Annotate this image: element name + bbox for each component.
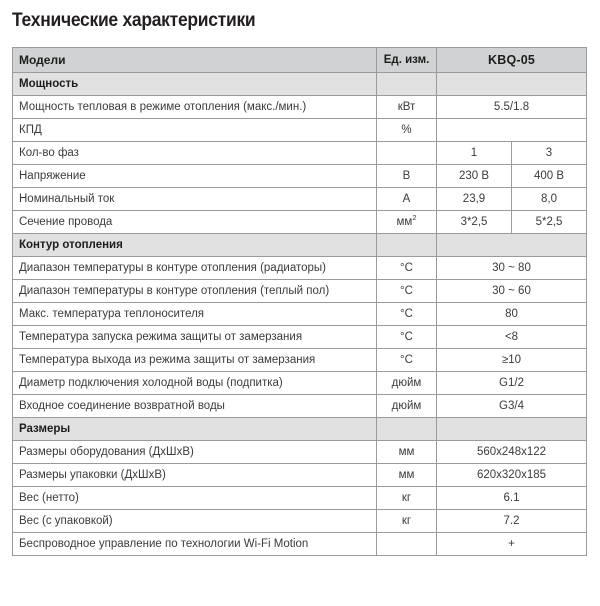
table-header-row (13, 48, 587, 73)
table-row (13, 349, 587, 372)
section-title: Мощность (13, 73, 377, 96)
table-row (13, 510, 587, 533)
row-description: Вес (с упаковкой) (13, 510, 377, 533)
spec-table-container (12, 47, 586, 556)
row-unit: мм (377, 464, 437, 487)
table-row (13, 211, 587, 234)
row-value-phase-3: 400 В (512, 165, 587, 188)
row-unit: °C (377, 257, 437, 280)
row-description: Диаметр подключения холодной воды (подпитка) (13, 372, 377, 395)
row-description: Сечение провода (13, 211, 377, 234)
row-value-phase-1: 3*2,5 (437, 211, 512, 234)
table-row (13, 395, 587, 418)
row-unit: дюйм (377, 372, 437, 395)
row-unit: °C (377, 326, 437, 349)
table-row (13, 441, 587, 464)
row-value-phase-3: 8,0 (512, 188, 587, 211)
row-value-phase-3: 5*2,5 (512, 211, 587, 234)
row-value-phase-1: 230 В (437, 165, 512, 188)
table-row (13, 188, 587, 211)
table-row (13, 533, 587, 556)
section-unit-cell (377, 73, 437, 96)
table-row (13, 280, 587, 303)
row-unit: В (377, 165, 437, 188)
section-unit-cell (377, 418, 437, 441)
section-value-cell (437, 73, 587, 96)
row-unit: А (377, 188, 437, 211)
table-row (13, 142, 587, 165)
row-value: 80 (437, 303, 587, 326)
row-value-phase-1: 1 (437, 142, 512, 165)
column-header-unit: Ед. изм. (377, 48, 437, 73)
table-row (13, 326, 587, 349)
row-description: Размеры упаковки (ДхШхВ) (13, 464, 377, 487)
row-value: 620x320x185 (437, 464, 587, 487)
row-unit: °C (377, 349, 437, 372)
table-body (13, 73, 587, 556)
section-unit-cell (377, 234, 437, 257)
column-header-models: Модели (13, 48, 377, 73)
row-unit: кг (377, 487, 437, 510)
row-description: Входное соединение возвратной воды (13, 395, 377, 418)
row-description: Беспроводное управление по технологии Wi-Fi Motion (13, 533, 377, 556)
row-description: Размеры оборудования (ДхШхВ) (13, 441, 377, 464)
row-description: Кол-во фаз (13, 142, 377, 165)
row-value-phase-3: 3 (512, 142, 587, 165)
row-unit: кВт (377, 96, 437, 119)
row-description: Диапазон температуры в контуре отопления (теплый пол) (13, 280, 377, 303)
row-value: 7.2 (437, 510, 587, 533)
section-title: Размеры (13, 418, 377, 441)
page-title: Технические характеристики (12, 10, 256, 31)
row-description: Мощность тепловая в режиме отопления (макс./мин.) (13, 96, 377, 119)
row-value: + (437, 533, 587, 556)
row-value: G1/2 (437, 372, 587, 395)
row-description: Макс. температура теплоносителя (13, 303, 377, 326)
row-unit: мм (377, 441, 437, 464)
row-value: ≥10 (437, 349, 587, 372)
row-unit: $мм^2$ (377, 211, 437, 234)
unit-superscript: 2 (412, 212, 417, 222)
table-row (13, 257, 587, 280)
table-row (13, 464, 587, 487)
table-row (13, 96, 587, 119)
row-description: Температура запуска режима защиты от замерзания (13, 326, 377, 349)
row-description: КПД (13, 119, 377, 142)
column-header-model-kbq05: KBQ-05 (437, 48, 587, 73)
table-row (13, 303, 587, 326)
section-header-row (13, 73, 587, 96)
section-value-cell (437, 234, 587, 257)
section-title: Контур отопления (13, 234, 377, 257)
row-unit (377, 533, 437, 556)
table-row (13, 165, 587, 188)
row-value: 6.1 (437, 487, 587, 510)
row-unit: °C (377, 280, 437, 303)
table-row (13, 119, 587, 142)
specifications-table (12, 47, 587, 556)
row-unit: кг (377, 510, 437, 533)
row-value: <8 (437, 326, 587, 349)
row-value (437, 119, 587, 142)
row-value: 5.5/1.8 (437, 96, 587, 119)
row-value: 560x248x122 (437, 441, 587, 464)
row-value: G3/4 (437, 395, 587, 418)
row-value-phase-1: 23,9 (437, 188, 512, 211)
row-description: Вес (нетто) (13, 487, 377, 510)
row-description: Напряжение (13, 165, 377, 188)
section-value-cell (437, 418, 587, 441)
row-value: 30 ~ 80 (437, 257, 587, 280)
row-unit: °C (377, 303, 437, 326)
row-description: Номинальный ток (13, 188, 377, 211)
section-header-row (13, 418, 587, 441)
row-unit: % (377, 119, 437, 142)
row-unit (377, 142, 437, 165)
row-value: 30 ~ 60 (437, 280, 587, 303)
section-header-row (13, 234, 587, 257)
table-row (13, 487, 587, 510)
table-row (13, 372, 587, 395)
row-description: Температура выхода из режима защиты от замерзания (13, 349, 377, 372)
row-unit: дюйм (377, 395, 437, 418)
row-description: Диапазон температуры в контуре отопления (радиаторы) (13, 257, 377, 280)
